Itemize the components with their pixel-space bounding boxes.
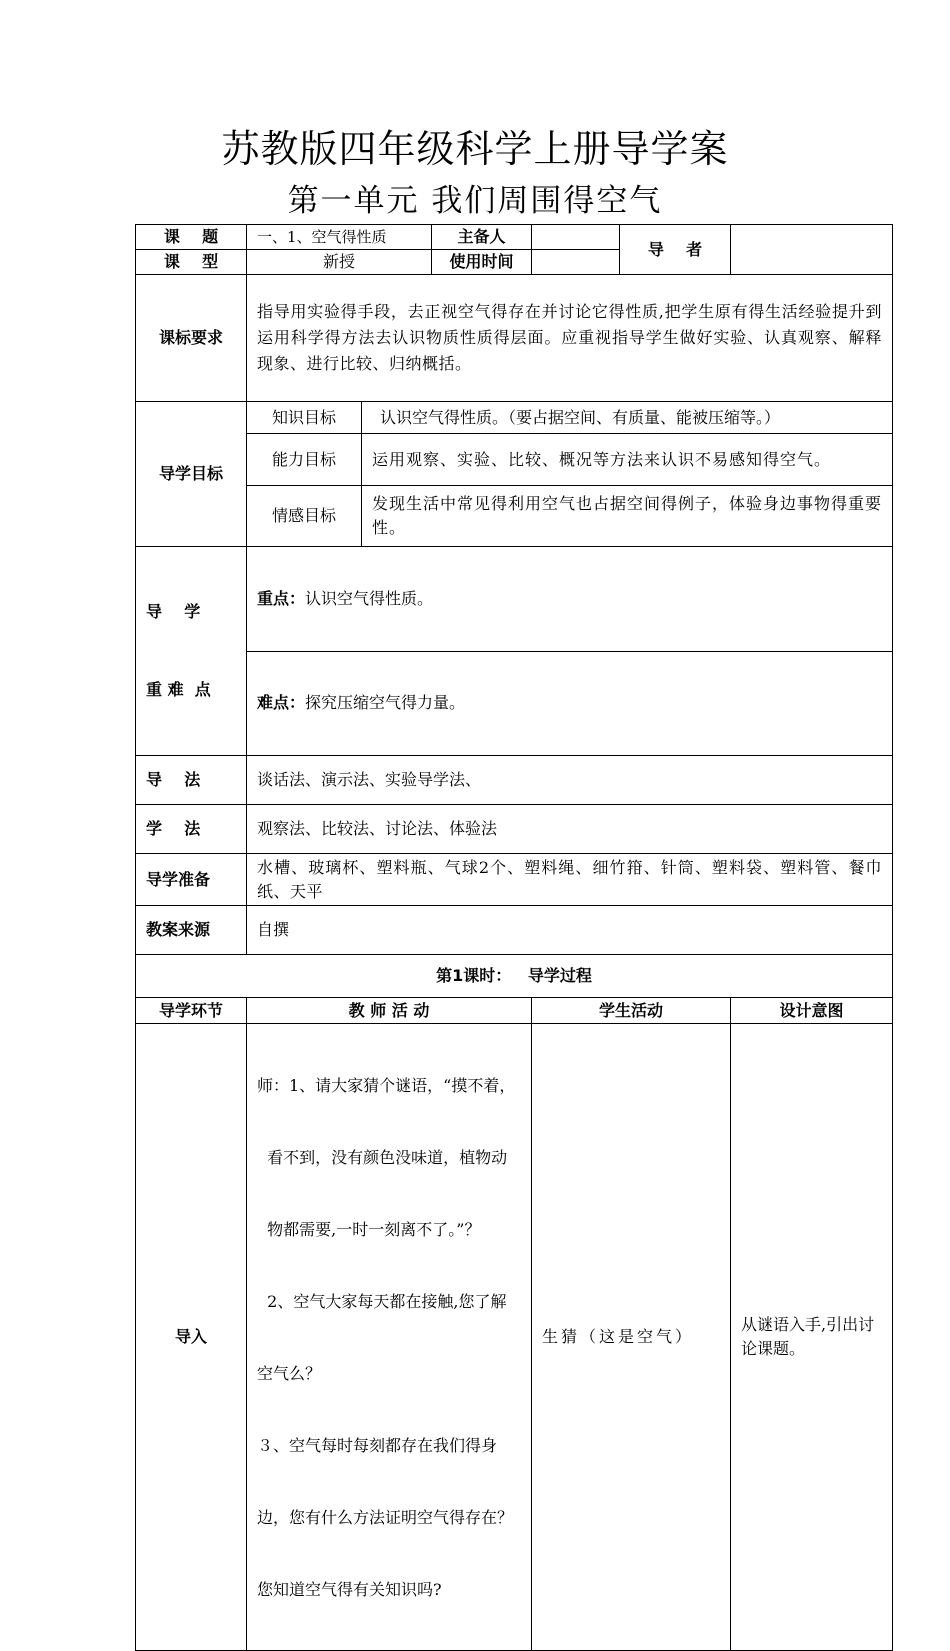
zhongnan-label-line2: 重 难 点 bbox=[146, 680, 211, 699]
col-header-stage: 导学环节 bbox=[136, 998, 247, 1024]
kebiao-text: 指导用实验得手段，去正视空气得存在并讨论它得性质,把学生原有得生活经验提升到运用科学得方法去认识物质性质得层面。应重视指导学生做好实验、认真观察、解释现象、进行比较、归纳概括。 bbox=[247, 275, 893, 402]
laiyuan-text: 自撰 bbox=[247, 906, 893, 955]
student-activity-cell: 生猜（这是空气） bbox=[532, 1024, 731, 1651]
mubiao-text-ability: 运用观察、实验、比较、概况等方法来认识不易感知得空气。 bbox=[362, 434, 893, 486]
design-intent-cell: 从谜语入手,引出讨论课题。 bbox=[731, 1024, 893, 1651]
zhongnan-label bbox=[136, 547, 247, 756]
lesson-plan-table bbox=[135, 224, 893, 1651]
document-title: 苏教版四年级科学上册导学案 bbox=[221, 127, 729, 171]
document-subtitle: 第一单元 我们周围得空气 bbox=[287, 183, 663, 219]
kebiao-label: 课标要求 bbox=[136, 275, 247, 402]
mubiao-name-emotion: 情感目标 bbox=[247, 486, 362, 547]
zhu-bei-label: 主备人 bbox=[432, 225, 532, 250]
xuefa-text: 观察法、比较法、讨论法、体验法 bbox=[247, 805, 893, 854]
ke-xing-label: 课 型 bbox=[136, 250, 247, 275]
daofa-text: 谈话法、演示法、实验导学法、 bbox=[247, 756, 893, 805]
ke-ti-label: 课 题 bbox=[136, 225, 247, 250]
teacher-line: 看不到，没有颜色没味道，植物动 bbox=[257, 1148, 508, 1167]
teacher-activity-cell bbox=[247, 1024, 532, 1651]
mubiao-label: 导学目标 bbox=[136, 402, 247, 547]
ke-xing-value: 新授 bbox=[247, 250, 432, 275]
mubiao-name-ability: 能力目标 bbox=[247, 434, 362, 486]
dao-zhe-label: 导 者 bbox=[620, 225, 731, 275]
col-header-student: 学生活动 bbox=[532, 998, 731, 1024]
zhongdian-label: 重点： bbox=[257, 588, 306, 608]
col-header-intent: 设计意图 bbox=[731, 998, 893, 1024]
dao-zhe-value bbox=[731, 225, 893, 275]
nandian-label: 难点： bbox=[257, 693, 306, 713]
zhunbei-label: 导学准备 bbox=[136, 854, 247, 906]
teacher-line: 空气么？ bbox=[257, 1364, 322, 1383]
mubiao-text-knowledge: 认识空气得性质。（要占据空间、有质量、能被压缩等。） bbox=[362, 402, 893, 434]
zhongdian-text: 认识空气得性质。 bbox=[305, 588, 434, 608]
teacher-line: ３、空气每时每刻都存在我们得身 bbox=[257, 1436, 498, 1455]
teacher-line: 师：1、请大家猜个谜语，“摸不着， bbox=[257, 1076, 516, 1095]
nandian-cell bbox=[247, 651, 893, 756]
zhu-bei-value bbox=[532, 225, 620, 250]
teacher-line: 2、空气大家每天都在接触,您了解 bbox=[257, 1292, 507, 1311]
teacher-line: 边，您有什么方法证明空气得存在？ bbox=[257, 1508, 514, 1527]
mubiao-name-knowledge: 知识目标 bbox=[247, 402, 362, 434]
mubiao-text-emotion: 发现生活中常见得利用空气也占据空间得例子，体验身边事物得重要性。 bbox=[362, 486, 893, 547]
nandian-text: 探究压缩空气得力量。 bbox=[305, 693, 466, 713]
table-row bbox=[136, 1024, 893, 1651]
zhunbei-text: 水槽、玻璃杯、塑料瓶、气球2个、塑料绳、细竹箝、针筒、塑料袋、塑料管、餐巾纸、天平 bbox=[247, 854, 893, 906]
ke-ti-value: 一、1、空气得性质 bbox=[247, 225, 432, 250]
xuefa-label: 学 法 bbox=[136, 805, 247, 854]
zhongnan-label-line1: 导 学 bbox=[146, 602, 201, 621]
lesson-heading-b: 导学过程 bbox=[527, 966, 592, 985]
stage-cell: 导入 bbox=[136, 1024, 247, 1651]
teacher-line: 物都需要,一时一刻离不了。”？ bbox=[257, 1220, 481, 1239]
col-header-teacher: 教 师 活 动 bbox=[247, 998, 532, 1024]
zhongdian-cell bbox=[247, 547, 893, 652]
teacher-line: 您知道空气得有关知识吗? bbox=[257, 1580, 442, 1599]
lesson-heading-a: 第1课时： bbox=[436, 966, 512, 985]
laiyuan-label: 教案来源 bbox=[136, 906, 247, 955]
shi-yong-value bbox=[532, 250, 620, 275]
daofa-label: 导 法 bbox=[136, 756, 247, 805]
shi-yong-label: 使用时间 bbox=[432, 250, 532, 275]
lesson-heading bbox=[136, 955, 893, 998]
